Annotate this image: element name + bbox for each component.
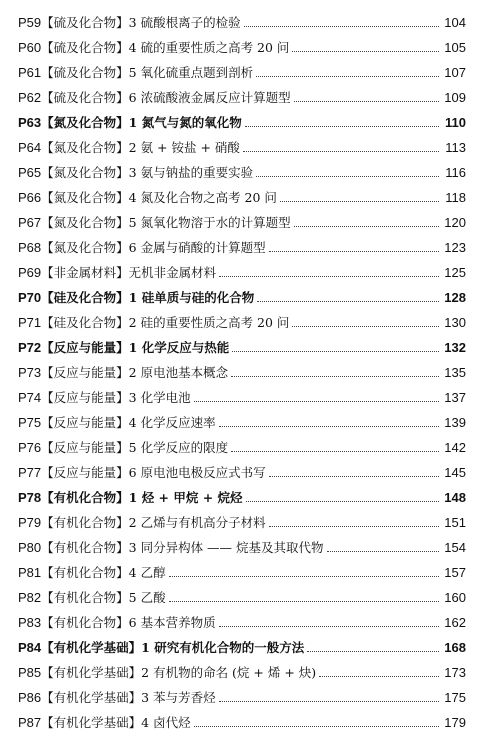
entry-code: P63 bbox=[18, 115, 42, 130]
entry-category: 【硫及化合物】 bbox=[41, 15, 129, 30]
entry-code: P82 bbox=[18, 590, 42, 605]
dot-leader bbox=[246, 501, 439, 502]
entry-page-number: 128 bbox=[444, 290, 466, 305]
entry-title: 2 有机物的命名 (烷 + 烯 + 炔) bbox=[141, 665, 317, 680]
toc-entry[interactable] bbox=[18, 31, 466, 56]
entry-code: P77 bbox=[18, 465, 42, 480]
entry-code: P66 bbox=[18, 190, 42, 205]
entry-title: 4 氮及化合物之高考 20 问 bbox=[128, 190, 277, 205]
entry-category: 【硫及化合物】 bbox=[41, 65, 129, 80]
entry-title: 6 金属与硝酸的计算题型 bbox=[128, 240, 266, 255]
entry-category: 【氮及化合物】 bbox=[41, 190, 129, 205]
dot-leader bbox=[269, 251, 439, 252]
entry-category: 【硅及化合物】 bbox=[41, 290, 129, 305]
toc-entry[interactable] bbox=[18, 331, 466, 356]
entry-title: 2 原电池基本概念 bbox=[128, 365, 229, 380]
entry-title: 3 化学电池 bbox=[128, 390, 191, 405]
toc-entry[interactable] bbox=[18, 156, 466, 181]
dot-leader bbox=[269, 476, 439, 477]
entry-page-number: 151 bbox=[444, 515, 466, 530]
entry-title: 3 氨与钠盐的重要实验 bbox=[128, 165, 254, 180]
entry-page-number: 145 bbox=[444, 465, 466, 480]
dot-leader bbox=[244, 26, 439, 27]
entry-title: 5 氧化硫重点题到剖析 bbox=[128, 65, 254, 80]
entry-page-number: 162 bbox=[444, 615, 466, 630]
dot-leader bbox=[232, 351, 439, 352]
entry-page-number: 123 bbox=[444, 240, 466, 255]
entry-page-number: 107 bbox=[444, 65, 466, 80]
dot-leader bbox=[194, 401, 439, 402]
entry-page-number: 168 bbox=[444, 640, 466, 655]
entry-code: P61 bbox=[18, 65, 42, 80]
entry-page-number: 157 bbox=[444, 565, 466, 580]
entry-title: 4 卤代烃 bbox=[141, 715, 191, 730]
dot-leader bbox=[194, 726, 439, 727]
entry-code: P84 bbox=[18, 640, 42, 655]
dot-leader bbox=[219, 276, 439, 277]
dot-leader bbox=[292, 326, 439, 327]
toc-entry[interactable] bbox=[18, 406, 466, 431]
entry-title: 1 研究有机化合物的一般方法 bbox=[141, 640, 305, 655]
entry-page-number: 109 bbox=[444, 90, 466, 105]
entry-title: 2 硅的重要性质之高考 20 问 bbox=[128, 315, 290, 330]
toc-entry[interactable] bbox=[18, 706, 466, 731]
entry-title: 3 同分异构体 —— 烷基及其取代物 bbox=[128, 540, 324, 555]
toc-entry[interactable] bbox=[18, 556, 466, 581]
entry-page-number: 175 bbox=[444, 690, 466, 705]
entry-page-number: 137 bbox=[444, 390, 466, 405]
toc-entry[interactable] bbox=[18, 106, 466, 131]
entry-code: P68 bbox=[18, 240, 42, 255]
dot-leader bbox=[292, 51, 439, 52]
dot-leader bbox=[280, 201, 439, 202]
dot-leader bbox=[245, 126, 439, 127]
entry-title: 5 乙酸 bbox=[128, 590, 166, 605]
dot-leader bbox=[327, 551, 439, 552]
toc-entry[interactable] bbox=[18, 131, 466, 156]
entry-code: P86 bbox=[18, 690, 42, 705]
toc-entry[interactable] bbox=[18, 256, 466, 281]
dot-leader bbox=[294, 226, 439, 227]
entry-title: 3 苯与芳香烃 bbox=[141, 690, 216, 705]
entry-category: 【有机化合物】 bbox=[41, 490, 129, 505]
entry-category: 【氮及化合物】 bbox=[41, 140, 129, 155]
entry-code: P71 bbox=[18, 315, 42, 330]
dot-leader bbox=[257, 301, 439, 302]
toc-entry[interactable] bbox=[18, 631, 466, 656]
dot-leader bbox=[219, 426, 439, 427]
entry-page-number: 116 bbox=[445, 165, 466, 180]
dot-leader bbox=[219, 701, 439, 702]
dot-leader bbox=[294, 101, 439, 102]
entry-title: 无机非金属材料 bbox=[128, 265, 217, 280]
dot-leader bbox=[169, 576, 439, 577]
entry-title: 1 硅单质与硅的化合物 bbox=[128, 290, 255, 305]
entry-page-number: 139 bbox=[444, 415, 466, 430]
entry-title: 6 原电池电极反应式书写 bbox=[128, 465, 266, 480]
entry-title: 1 烃 + 甲烷 + 烷烃 bbox=[128, 490, 243, 505]
dot-leader bbox=[256, 76, 439, 77]
entry-title: 4 化学反应速率 bbox=[128, 415, 216, 430]
entry-category: 【反应与能量】 bbox=[41, 340, 129, 355]
dot-leader bbox=[256, 176, 439, 177]
entry-title: 1 化学反应与热能 bbox=[128, 340, 230, 355]
entry-code: P73 bbox=[18, 365, 42, 380]
toc-entry[interactable] bbox=[18, 431, 466, 456]
entry-code: P83 bbox=[18, 615, 42, 630]
entry-code: P75 bbox=[18, 415, 42, 430]
entry-code: P62 bbox=[18, 90, 42, 105]
entry-category: 【有机化学基础】 bbox=[41, 665, 142, 680]
entry-code: P59 bbox=[18, 15, 42, 30]
entry-code: P76 bbox=[18, 440, 42, 455]
entry-title: 2 氨 + 铵盐 + 硝酸 bbox=[128, 140, 240, 155]
entry-page-number: 179 bbox=[444, 715, 466, 730]
dot-leader bbox=[319, 676, 439, 677]
entry-code: P70 bbox=[18, 290, 42, 305]
entry-title: 4 硫的重要性质之高考 20 问 bbox=[128, 40, 290, 55]
entry-page-number: 154 bbox=[444, 540, 466, 555]
entry-page-number: 160 bbox=[444, 590, 466, 605]
dot-leader bbox=[269, 526, 439, 527]
entry-code: P74 bbox=[18, 390, 42, 405]
entry-category: 【氮及化合物】 bbox=[41, 215, 129, 230]
entry-code: P72 bbox=[18, 340, 42, 355]
entry-category: 【反应与能量】 bbox=[41, 440, 129, 455]
toc-entry[interactable] bbox=[18, 381, 466, 406]
entry-page-number: 135 bbox=[444, 365, 466, 380]
entry-category: 【有机化合物】 bbox=[41, 540, 129, 555]
entry-code: P85 bbox=[18, 665, 42, 680]
entry-category: 【有机化合物】 bbox=[41, 615, 129, 630]
entry-page-number: 120 bbox=[444, 215, 466, 230]
entry-category: 【氮及化合物】 bbox=[41, 240, 129, 255]
entry-title: 1 氮气与氮的氧化物 bbox=[128, 115, 242, 130]
entry-code: P60 bbox=[18, 40, 42, 55]
dot-leader bbox=[243, 151, 439, 152]
toc-entry[interactable] bbox=[18, 456, 466, 481]
entry-category: 【硅及化合物】 bbox=[41, 315, 129, 330]
entry-code: P67 bbox=[18, 215, 42, 230]
entry-code: P69 bbox=[18, 265, 42, 280]
entry-category: 【有机化合物】 bbox=[41, 590, 129, 605]
entry-category: 【有机化学基础】 bbox=[41, 640, 142, 655]
entry-title: 4 乙醇 bbox=[128, 565, 166, 580]
toc-entry[interactable] bbox=[18, 181, 466, 206]
entry-category: 【反应与能量】 bbox=[41, 465, 129, 480]
toc-entry[interactable] bbox=[18, 481, 466, 506]
entry-title: 5 化学反应的限度 bbox=[128, 440, 229, 455]
dot-leader bbox=[231, 376, 439, 377]
entry-category: 【氮及化合物】 bbox=[41, 115, 129, 130]
entry-title: 2 乙烯与有机高分子材料 bbox=[128, 515, 266, 530]
entry-category: 【有机化学基础】 bbox=[41, 690, 142, 705]
entry-page-number: 142 bbox=[444, 440, 466, 455]
entry-title: 3 硫酸根离子的检验 bbox=[128, 15, 241, 30]
entry-page-number: 148 bbox=[444, 490, 466, 505]
toc-entry[interactable] bbox=[18, 56, 466, 81]
toc-entry[interactable] bbox=[18, 231, 466, 256]
entry-code: P87 bbox=[18, 715, 42, 730]
toc-entry[interactable] bbox=[18, 506, 466, 531]
entry-page-number: 113 bbox=[445, 140, 466, 155]
entry-title: 6 浓硫酸液金属反应计算题型 bbox=[128, 90, 291, 105]
entry-code: P79 bbox=[18, 515, 42, 530]
entry-category: 【非金属材料】 bbox=[41, 265, 129, 280]
entry-title: 6 基本营养物质 bbox=[128, 615, 216, 630]
entry-page-number: 125 bbox=[444, 265, 466, 280]
entry-category: 【硫及化合物】 bbox=[41, 40, 129, 55]
toc-entry[interactable] bbox=[18, 6, 466, 31]
toc-entry[interactable] bbox=[18, 281, 466, 306]
toc-entry[interactable] bbox=[18, 81, 466, 106]
dot-leader bbox=[307, 651, 439, 652]
entry-title: 5 氮氧化物溶于水的计算题型 bbox=[128, 215, 291, 230]
entry-category: 【反应与能量】 bbox=[41, 415, 129, 430]
entry-page-number: 118 bbox=[445, 190, 466, 205]
entry-code: P78 bbox=[18, 490, 42, 505]
dot-leader bbox=[231, 451, 439, 452]
toc-entry[interactable] bbox=[18, 606, 466, 631]
toc-entry[interactable] bbox=[18, 306, 466, 331]
entry-category: 【反应与能量】 bbox=[41, 390, 129, 405]
entry-code: P64 bbox=[18, 140, 42, 155]
entry-category: 【反应与能量】 bbox=[41, 365, 129, 380]
dot-leader bbox=[169, 601, 439, 602]
entry-category: 【有机化合物】 bbox=[41, 565, 129, 580]
entry-page-number: 104 bbox=[444, 15, 466, 30]
entry-page-number: 132 bbox=[444, 340, 466, 355]
entry-page-number: 173 bbox=[444, 665, 466, 680]
toc-entry[interactable] bbox=[18, 681, 466, 706]
toc-entry[interactable] bbox=[18, 356, 466, 381]
entry-code: P81 bbox=[18, 565, 42, 580]
toc-entry[interactable] bbox=[18, 656, 466, 681]
entry-page-number: 105 bbox=[444, 40, 466, 55]
entry-category: 【硫及化合物】 bbox=[41, 90, 129, 105]
toc-entry[interactable] bbox=[18, 531, 466, 556]
entry-category: 【有机化合物】 bbox=[41, 515, 129, 530]
toc-entry[interactable] bbox=[18, 206, 466, 231]
entry-page-number: 130 bbox=[444, 315, 466, 330]
entry-code: P65 bbox=[18, 165, 42, 180]
dot-leader bbox=[219, 626, 439, 627]
entry-code: P80 bbox=[18, 540, 42, 555]
entry-page-number: 110 bbox=[445, 115, 466, 130]
entry-category: 【氮及化合物】 bbox=[41, 165, 129, 180]
entry-category: 【有机化学基础】 bbox=[41, 715, 142, 730]
toc-entry[interactable] bbox=[18, 581, 466, 606]
